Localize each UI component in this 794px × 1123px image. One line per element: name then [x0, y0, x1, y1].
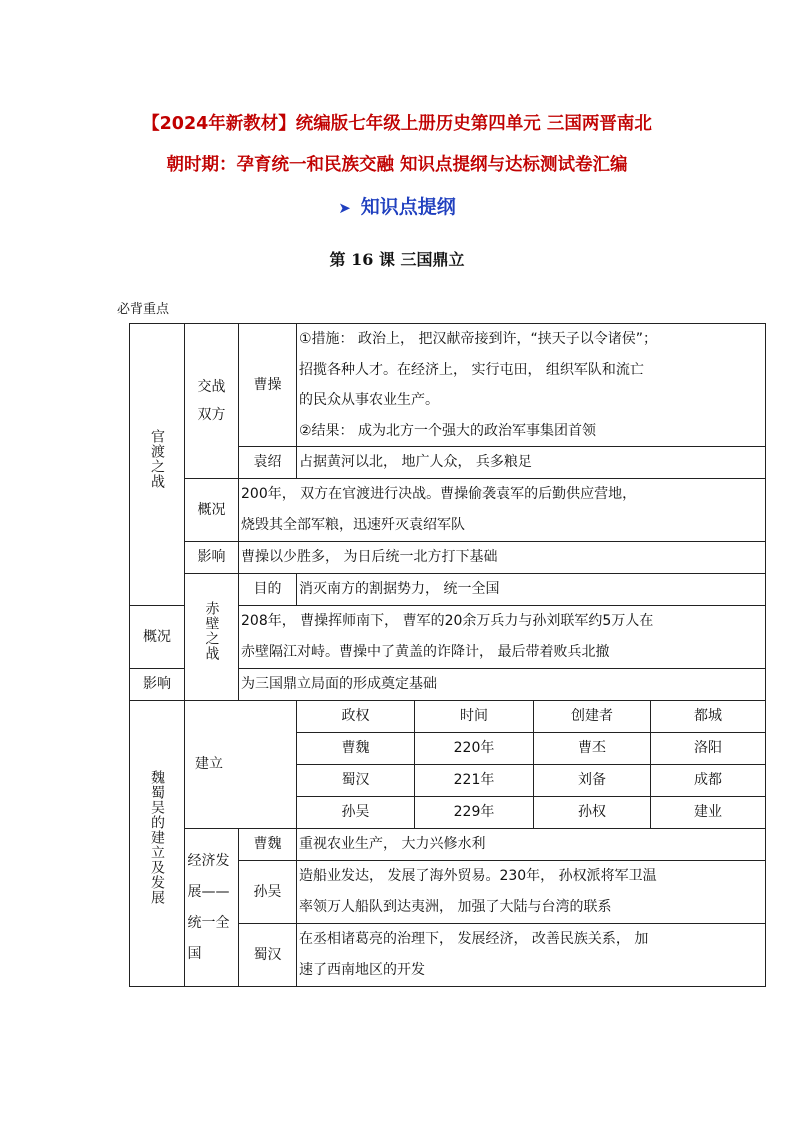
founder-cell — [534, 797, 651, 829]
chibi-purpose-cell — [297, 574, 766, 606]
econ-label: 经济发展——统一全国 — [187, 852, 230, 962]
founding-label-cell — [185, 701, 297, 829]
caocao-label: 曹操 — [253, 376, 282, 393]
caocao-label-cell — [239, 324, 297, 447]
regime-founder: 孙权 — [578, 804, 606, 820]
founder-cell — [534, 765, 651, 797]
founding-label: 建立 — [195, 756, 223, 772]
table-row — [130, 324, 766, 447]
caocao-line-2: 招揽各种人才。在经济上， 实行屯田， 组织军队和流亡 — [299, 361, 644, 378]
guandu-label: 官渡之战 — [149, 428, 165, 489]
key-points-note: 必背重点 — [117, 302, 170, 317]
founder-cell — [534, 733, 651, 765]
table-row — [130, 829, 766, 861]
wei-label: 曹魏 — [253, 836, 282, 852]
chibi-overview-line-2: 赤壁隔江对峙。曹操中了黄盖的诈降计， 最后带着败兵北撤 — [241, 644, 610, 660]
regime-name: 曹魏 — [341, 740, 370, 756]
header-regime: 政权 — [341, 708, 370, 724]
wei-text-cell — [297, 829, 766, 861]
header-founder: 创建者 — [571, 708, 613, 724]
arrow-bullet-icon: ➤ — [338, 199, 351, 217]
chibi-purpose-text: 消灭南方的割据势力， 统一全国 — [299, 581, 500, 597]
guandu-impact-cell — [239, 542, 766, 574]
parties-label: 交战双方 — [197, 379, 226, 423]
time-cell — [415, 797, 534, 829]
document-title — [60, 104, 734, 186]
yuanshao-label-cell — [239, 447, 297, 479]
header-cell — [534, 701, 651, 733]
regime-founder: 曹丕 — [578, 740, 606, 756]
guandu-overview-label: 概况 — [197, 501, 226, 518]
chibi-purpose-label-cell — [239, 574, 297, 606]
chibi-purpose-label: 目的 — [253, 581, 282, 597]
table-row — [130, 479, 766, 542]
guandu-overview-label-cell — [185, 479, 239, 542]
wu-line-1: 造船业发达， 发展了海外贸易。230年， 孙权派将军卫温 — [299, 868, 657, 884]
regime-founder: 刘备 — [578, 772, 606, 788]
regime-time: 229年 — [453, 804, 495, 820]
header-capital: 都城 — [694, 708, 723, 724]
shu-label: 蜀汉 — [253, 946, 282, 963]
regime-capital: 成都 — [694, 772, 723, 788]
chibi-impact-label: 影响 — [143, 676, 171, 692]
title-line-1: 【2024年新教材】统编版七年级上册历史第四单元 三国两晋南北 — [142, 114, 652, 134]
header-cell — [297, 701, 415, 733]
section-heading — [0, 192, 794, 219]
capital-cell — [651, 765, 766, 797]
table-row — [130, 542, 766, 574]
yuanshao-label: 袁绍 — [253, 454, 282, 470]
chibi-overview-label-cell — [130, 606, 185, 669]
wei-label-cell — [239, 829, 297, 861]
three-kingdoms-label-cell — [130, 701, 185, 987]
shu-line-2: 速了西南地区的开发 — [299, 962, 425, 978]
wu-line-2: 率领万人船队到达夷洲， 加强了大陆与台湾的联系 — [299, 899, 612, 915]
guandu-impact-label: 影响 — [197, 549, 226, 565]
regime-name: 孙吴 — [341, 804, 370, 820]
guandu-overview-cell — [239, 479, 766, 542]
shu-label-cell — [239, 924, 297, 987]
chibi-overview-cell — [239, 606, 766, 669]
regime-time: 220年 — [453, 740, 495, 756]
header-time: 时间 — [460, 708, 488, 724]
yuanshao-text: 占据黄河以北， 地广人众， 兵多粮足 — [299, 454, 532, 470]
knowledge-table — [129, 323, 766, 987]
capital-cell — [651, 797, 766, 829]
header-cell — [651, 701, 766, 733]
wu-text-cell — [297, 861, 766, 924]
wu-label-cell — [239, 861, 297, 924]
chibi-label: 赤壁之战 — [203, 601, 220, 661]
guandu-impact-label-cell — [185, 542, 239, 574]
regime-cell — [297, 797, 415, 829]
wei-text: 重视农业生产， 大力兴修水利 — [299, 836, 486, 852]
title-line-2: 朝时期：孕育统一和民族交融 知识点提纲与达标测试卷汇编 — [166, 155, 628, 175]
chibi-impact-text: 为三国鼎立局面的形成奠定基础 — [241, 676, 437, 692]
guandu-impact-text: 曹操以少胜多， 为日后统一北方打下基础 — [241, 549, 498, 565]
chibi-impact-label-cell — [130, 669, 185, 701]
table-row — [130, 701, 766, 733]
header-cell — [415, 701, 534, 733]
parties-label-cell — [185, 324, 239, 479]
chibi-impact-cell — [239, 669, 766, 701]
wu-label: 孙吴 — [253, 883, 282, 900]
table-row — [130, 574, 766, 606]
regime-capital: 洛阳 — [694, 740, 723, 756]
guandu-overview-line-2: 烧毁其全部军粮，迅速歼灭袁绍军队 — [241, 517, 465, 533]
caocao-line-4: ②结果： 成为北方一个强大的政治军事集团首领 — [299, 422, 596, 439]
regime-time: 221年 — [453, 772, 495, 788]
caocao-text-cell — [297, 324, 766, 447]
guandu-label-cell — [130, 324, 185, 606]
lesson-title: 第 16 课 三国鼎立 — [329, 250, 465, 269]
time-cell — [415, 765, 534, 797]
chibi-overview-line-1: 208年， 曹操挥师南下， 曹军的20余万兵力与孙刘联军约5万人在 — [241, 613, 654, 629]
guandu-overview-line-1: 200年， 双方在官渡进行决战。曹操偷袭袁军的后勤供应营地， — [241, 486, 637, 502]
chibi-label-cell — [185, 574, 239, 701]
chibi-overview-label: 概况 — [143, 628, 171, 645]
shu-line-1: 在丞相诸葛亮的治理下， 发展经济， 改善民族关系， 加 — [299, 931, 649, 947]
regime-capital: 建业 — [694, 804, 723, 820]
yuanshao-text-cell — [297, 447, 766, 479]
econ-label-cell — [185, 829, 239, 987]
regime-cell — [297, 733, 415, 765]
time-cell — [415, 733, 534, 765]
capital-cell — [651, 733, 766, 765]
three-kingdoms-label: 魏蜀吴的建立及发展 — [149, 770, 165, 905]
regime-name: 蜀汉 — [341, 772, 370, 788]
caocao-line-1: ①措施： 政治上， 把汉献帝接到许，“挟天子以令诸侯”； — [299, 331, 657, 347]
shu-text-cell — [297, 924, 766, 987]
section-heading-text: 知识点提纲 — [360, 196, 456, 218]
caocao-line-3: 的民众从事农业生产。 — [299, 392, 439, 408]
regime-cell — [297, 765, 415, 797]
